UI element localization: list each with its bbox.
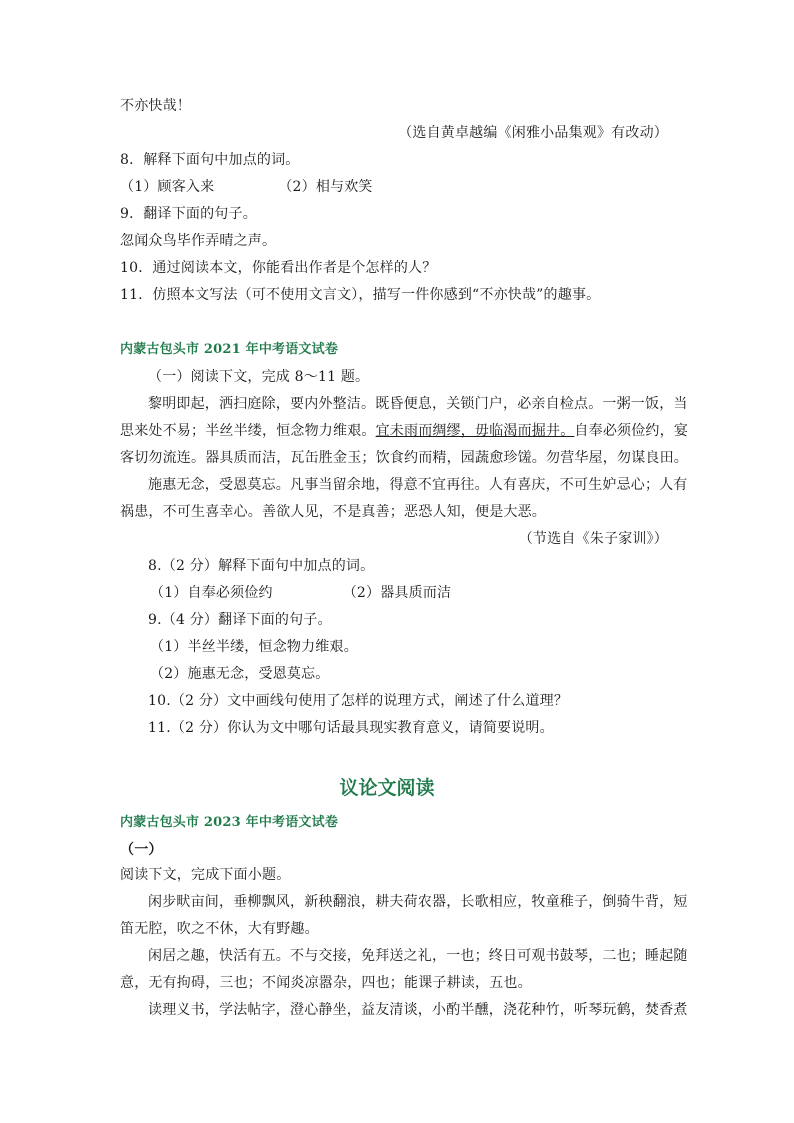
- exam-2023-p3-line1: 读理义书，学法帖字，澄心静坐，益友清谈，小酌半醺，浇花种竹，听琴玩鹤，焚香煮: [148, 1002, 688, 1018]
- exam-2021-p1-line3: 客切勿流连。器具质而洁，瓦缶胜金玉；饮食约而精，园蔬愈珍馐。勿营华屋，勿谋良田。: [120, 450, 688, 466]
- exam-2021-question-9: 9.（4 分）翻译下面的句子。: [148, 612, 332, 628]
- question-8: 8．解释下面句中加点的词。: [120, 152, 300, 168]
- exam-2023-p1-line1: 闲步畎亩间，垂柳飘风，新秧翻浪，耕夫荷农器，长歌相应，牧童稚子，倒骑牛背，短: [148, 894, 688, 910]
- exam-2021-question-8-item-1: （1）自奉必须俭约: [150, 585, 273, 601]
- exam-2021-question-8-items: [150, 584, 710, 602]
- exam-2021-question-11: 11.（2 分）你认为文中哪句话最具现实教育意义，请简要说明。: [148, 720, 554, 736]
- exam-2023-p2-line1: 闲居之趣，快活有五。不与交接，免拜送之礼，一也；终日可观书鼓琴，二也；睡起随: [148, 948, 688, 964]
- exam-2021-question-9-item-1: （1）半丝半缕，恒念物力维艰。: [150, 639, 358, 655]
- exam-2021-p1-line2: [120, 422, 689, 440]
- question-11: 11．仿照本文写法（可不使用文言文），描写一件你感到“不亦快哉”的趣事。: [120, 287, 601, 303]
- exam-2021-intro: （一）阅读下文，完成 8～11 题。: [148, 369, 370, 385]
- exam-2023-part: （一）: [120, 842, 163, 858]
- exam-2023-p1-line2: 笛无腔，吹之不休，大有野趣。: [120, 921, 319, 937]
- exam-2021-question-9-item-2: （2）施惠无念，受恩莫忘。: [150, 666, 330, 682]
- exam-2021-source: （节选自《朱子家训》）: [518, 531, 668, 547]
- exam-2021-p2-line2: 祸患，不可生喜幸心。善欲人见，不是真善；恶恐人知，便是大恶。: [120, 504, 546, 520]
- exam-2023-p2-line2: 意，无有拘碍，三也；不闻炎凉嚣杂，四也；能课子耕读，五也。: [120, 975, 532, 991]
- exam-2021-question-8: 8.（2 分）解释下面句中加点的词。: [148, 558, 375, 574]
- exam-2021-question-10: 10.（2 分）文中画线句使用了怎样的说理方式，阐述了什么道理？: [148, 693, 569, 709]
- question-9-sentence: 忽闻众鸟毕作弄晴之声。: [120, 233, 277, 249]
- passage-source: （选自黄卓越编《闲雅小品集观》有改动）: [398, 125, 668, 141]
- exam-2021-p1-line2-start: 思来处不易；半丝半缕，恒念物力维艰。: [120, 423, 376, 439]
- exam-2021-heading: 内蒙古包头市 2021 年中考语文试卷: [120, 342, 339, 357]
- question-8-item-2: （2）相与欢笑: [278, 179, 373, 195]
- exam-2021-p1-line2-end: 自奉必须俭约，宴: [574, 423, 689, 439]
- question-10: 10．通过阅读本文，你能看出作者是个怎样的人？: [120, 260, 437, 276]
- exam-2021-p2-line1: 施惠无念，受恩莫忘。凡事当留余地，得意不宜再往。人有喜庆，不可生妒忌心；人有: [148, 477, 688, 493]
- exam-2023-heading: 内蒙古包头市 2023 年中考语文试卷: [120, 815, 339, 830]
- exam-2021-question-8-item-2: （2）器具质而洁: [342, 585, 452, 601]
- question-8-items: [120, 178, 680, 196]
- section-title: 议论文阅读: [339, 777, 435, 799]
- underlined-sentence: 宜未雨而绸缪，毋临渴而掘井。: [375, 423, 575, 439]
- exam-2023-intro: 阅读下文，完成下面小题。: [120, 867, 291, 883]
- exam-2021-p1-line1: 黎明即起，洒扫庭除，要内外整洁。既昏便息，关锁门户，必亲自检点。一粥一饭，当: [148, 396, 688, 412]
- question-8-item-1: （1）顾客入来: [120, 179, 215, 195]
- question-9: 9．翻译下面的句子。: [120, 206, 257, 222]
- passage-ending: 不亦快哉！: [120, 98, 191, 114]
